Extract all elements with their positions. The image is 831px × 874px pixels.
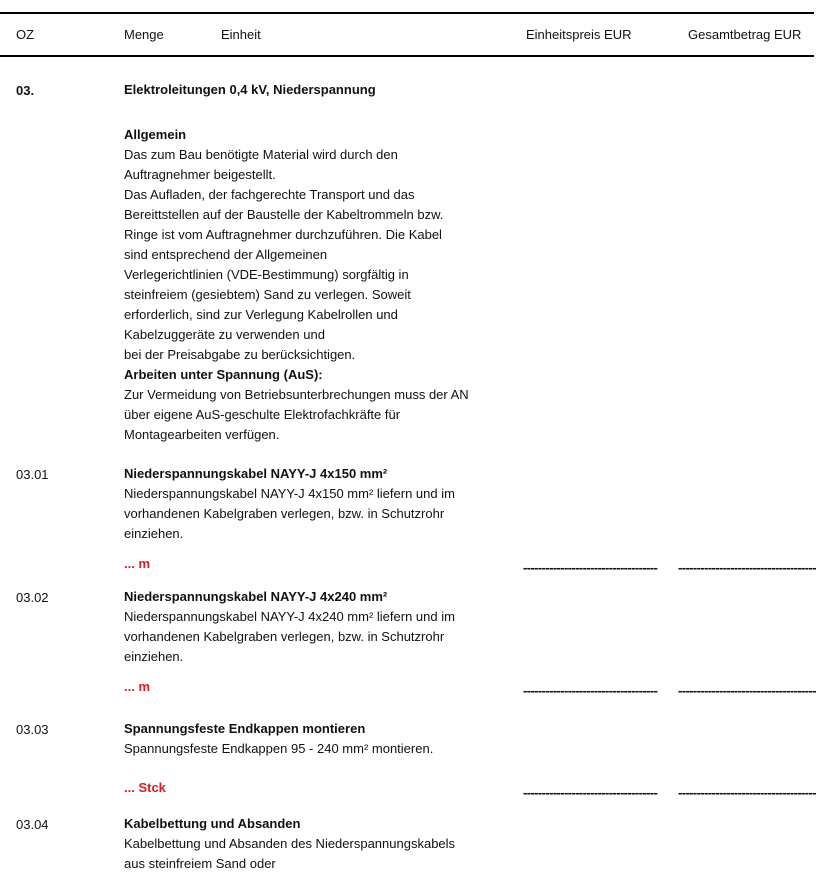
section-number: 03. xyxy=(16,83,35,98)
item-line: Niederspannungskabel NAYY-J 4x240 mm² liefern und im xyxy=(124,609,455,624)
allgemein-line: Verlegerichtlinien (VDE-Bestimmung) sorgfältig in xyxy=(124,267,409,282)
item-description xyxy=(124,464,455,544)
aus-line: über eigene AuS-geschulte Elektrofachkräfte für xyxy=(124,407,401,422)
item-line: aus steinfreiem Sand oder xyxy=(124,856,276,871)
item-line: Kabelbettung und Absanden des Niederspannungskabels xyxy=(124,836,456,851)
item-title: Niederspannungskabel NAYY-J 4x240 mm² xyxy=(124,589,388,604)
unit-price-blank: ------------------------------------ xyxy=(523,785,658,800)
unit-price-blank: ------------------------------------ xyxy=(523,683,658,698)
item-oz: 03.01 xyxy=(16,467,49,482)
col-oz-header: OZ xyxy=(16,27,35,42)
unit-price-blank: ------------------------------------ xyxy=(523,560,658,575)
allgemein-line: steinfreiem (gesiebtem) Sand zu verlegen. Soweit xyxy=(124,287,411,302)
section-allgemein-block xyxy=(124,125,469,445)
item-description xyxy=(124,719,433,759)
item-line: Niederspannungskabel NAYY-J 4x150 mm² liefern und im xyxy=(124,486,455,501)
allgemein-line: sind entsprechend der Allgemeinen xyxy=(124,247,328,262)
item-oz: 03.04 xyxy=(16,817,49,832)
allgemein-line: Ringe ist vom Auftragnehmer durchzuführen. Die Kabel xyxy=(124,227,442,242)
allgemein-line: Bereittstellen auf der Baustelle der Kabeltrommeln bzw. xyxy=(124,207,444,222)
item-line: vorhandenen Kabelgraben verlegen, bzw. in Schutzrohr xyxy=(124,629,445,644)
allgemein-line: Das zum Bau benötigte Material wird durch den xyxy=(124,147,398,162)
allgemein-line: Das Aufladen, der fachgerechte Transport und das xyxy=(124,187,415,202)
allgemein-line: erforderlich, sind zur Verlegung Kabelrollen und xyxy=(124,307,398,322)
allgemein-heading: Allgemein xyxy=(124,127,187,142)
col-menge-header: Menge xyxy=(124,27,164,42)
allgemein-line: bei der Preisabgabe zu berücksichtigen. xyxy=(124,347,356,362)
header-top-rule xyxy=(0,12,814,14)
aus-heading: Arbeiten unter Spannung (AuS): xyxy=(124,367,323,382)
item-description xyxy=(124,814,455,874)
item-description xyxy=(124,587,455,667)
item-quantity: ... m xyxy=(124,556,151,571)
col-gesamtbetrag-header: Gesamtbetrag EUR xyxy=(688,27,802,42)
item-line: einziehen. xyxy=(124,526,184,541)
allgemein-line: Auftragnehmer beigestellt. xyxy=(124,167,276,182)
total-price-blank: ------------------------------------- xyxy=(678,683,816,698)
item-line: Spannungsfeste Endkappen 95 - 240 mm² montieren. xyxy=(124,741,434,756)
aus-line: Zur Vermeidung von Betriebsunterbrechungen muss der AN xyxy=(124,387,469,402)
item-oz: 03.03 xyxy=(16,722,49,737)
item-quantity: ... Stck xyxy=(124,780,166,795)
total-price-blank: ------------------------------------- xyxy=(678,785,816,800)
item-title: Spannungsfeste Endkappen montieren xyxy=(124,721,366,736)
item-quantity: ... m xyxy=(124,679,151,694)
item-oz: 03.02 xyxy=(16,590,49,605)
section-title: Elektroleitungen 0,4 kV, Niederspannung xyxy=(124,82,376,97)
allgemein-line: Kabelzuggeräte zu verwenden und xyxy=(124,327,325,342)
item-title: Niederspannungskabel NAYY-J 4x150 mm² xyxy=(124,466,388,481)
aus-line: Montagearbeiten verfügen. xyxy=(124,427,280,442)
item-line: vorhandenen Kabelgraben verlegen, bzw. in Schutzrohr xyxy=(124,506,445,521)
col-einheit-header: Einheit xyxy=(221,27,261,42)
header-bottom-rule xyxy=(0,55,814,57)
item-line: einziehen. xyxy=(124,649,184,664)
total-price-blank: ------------------------------------- xyxy=(678,560,816,575)
item-title: Kabelbettung und Absanden xyxy=(124,816,301,831)
col-einheitspreis-header: Einheitspreis EUR xyxy=(526,27,632,42)
